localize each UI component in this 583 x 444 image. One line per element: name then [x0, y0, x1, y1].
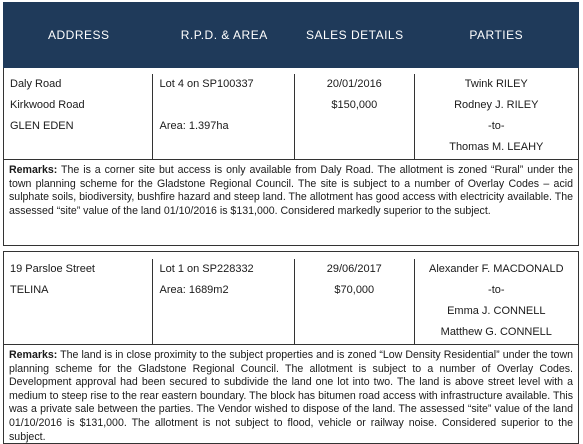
remarks-label: Remarks: — [9, 349, 58, 361]
parties-cell — [415, 74, 578, 159]
party-line: -to- — [488, 120, 505, 132]
remarks-text: The is a corner site but access is only available from Daly Road. The allotment is zoned “Rural” under the town planning scheme for the Gladstone Regional Council. The site is subject to a number of Overlay Codes – acid sulphate soils, biodiversity, bushfire hazard and steep land. The allotment has good access with electricity available. The assessed “site” value of the land 01/10/2016 is $131,000. Considered markedly superior to the subject. — [9, 164, 573, 217]
party-line: Matthew G. CONNELL — [440, 326, 552, 338]
party-line: Rodney J. RILEY — [454, 99, 539, 111]
rpd-line: Lot 1 on SP228332 — [159, 263, 254, 275]
address-line: GLEN EDEN — [10, 120, 74, 132]
party-line: -to- — [488, 284, 505, 296]
rpd-cell — [153, 259, 295, 344]
address-line: TELINA — [10, 284, 49, 296]
sale-cell — [295, 259, 415, 344]
parties-cell — [415, 259, 578, 344]
rpd-line: Lot 4 on SP100337 — [159, 78, 254, 90]
header-rpd-area: R.P.D. & AREA — [180, 28, 268, 42]
table-header — [3, 2, 579, 68]
party-line: Thomas M. LEAHY — [449, 141, 544, 153]
party-line: Alexander F. MACDONALD — [429, 263, 564, 275]
address-cell — [4, 259, 153, 344]
remarks-label: Remarks: — [9, 164, 58, 176]
address-line: Kirkwood Road — [10, 99, 85, 111]
remarks-block — [3, 160, 579, 246]
address-line: Daly Road — [10, 78, 62, 90]
rpd-line — [159, 95, 294, 116]
rpd-line: Area: 1689m2 — [159, 284, 229, 296]
sales-table — [3, 2, 579, 444]
header-sales-details: SALES DETAILS — [305, 28, 404, 42]
table-row — [3, 68, 579, 160]
header-parties: PARTIES — [469, 28, 524, 42]
sale-date: 29/06/2017 — [326, 263, 382, 275]
remarks-text: The land is in close proximity to the subject properties and is zoned “Low Density Residential” under the town planning scheme for the Gladstone Regional Council. The allotment is subject to a number of Overlay Codes. Development approval had been secured to subdivide the land one lot into two. The land is above street level with a medium to steep rise to the rear eastern boundary. The block has bitumen road access with infrastructure available. This was a private sale between the parties. The Vendor wished to dispose of the land. The assessed “site” value of the land 01/10/2016 is $131,000. The allotment is not subject to flood, vehicle or railway noise. Considered superior to the subject. — [9, 349, 573, 443]
rpd-cell — [153, 74, 295, 159]
address-cell — [4, 74, 153, 159]
header-address: ADDRESS — [47, 28, 110, 42]
remarks-block — [3, 345, 579, 444]
sale-price: $70,000 — [334, 284, 375, 296]
sale-price: $150,000 — [331, 99, 378, 111]
party-line: Twink RILEY — [464, 78, 528, 90]
rpd-line: Area: 1.397ha — [159, 120, 229, 132]
sale-cell — [295, 74, 415, 159]
sale-date: 20/01/2016 — [326, 78, 382, 90]
party-line: Emma J. CONNELL — [447, 305, 546, 317]
address-line: 19 Parsloe Street — [10, 263, 95, 275]
table-row — [3, 251, 579, 345]
